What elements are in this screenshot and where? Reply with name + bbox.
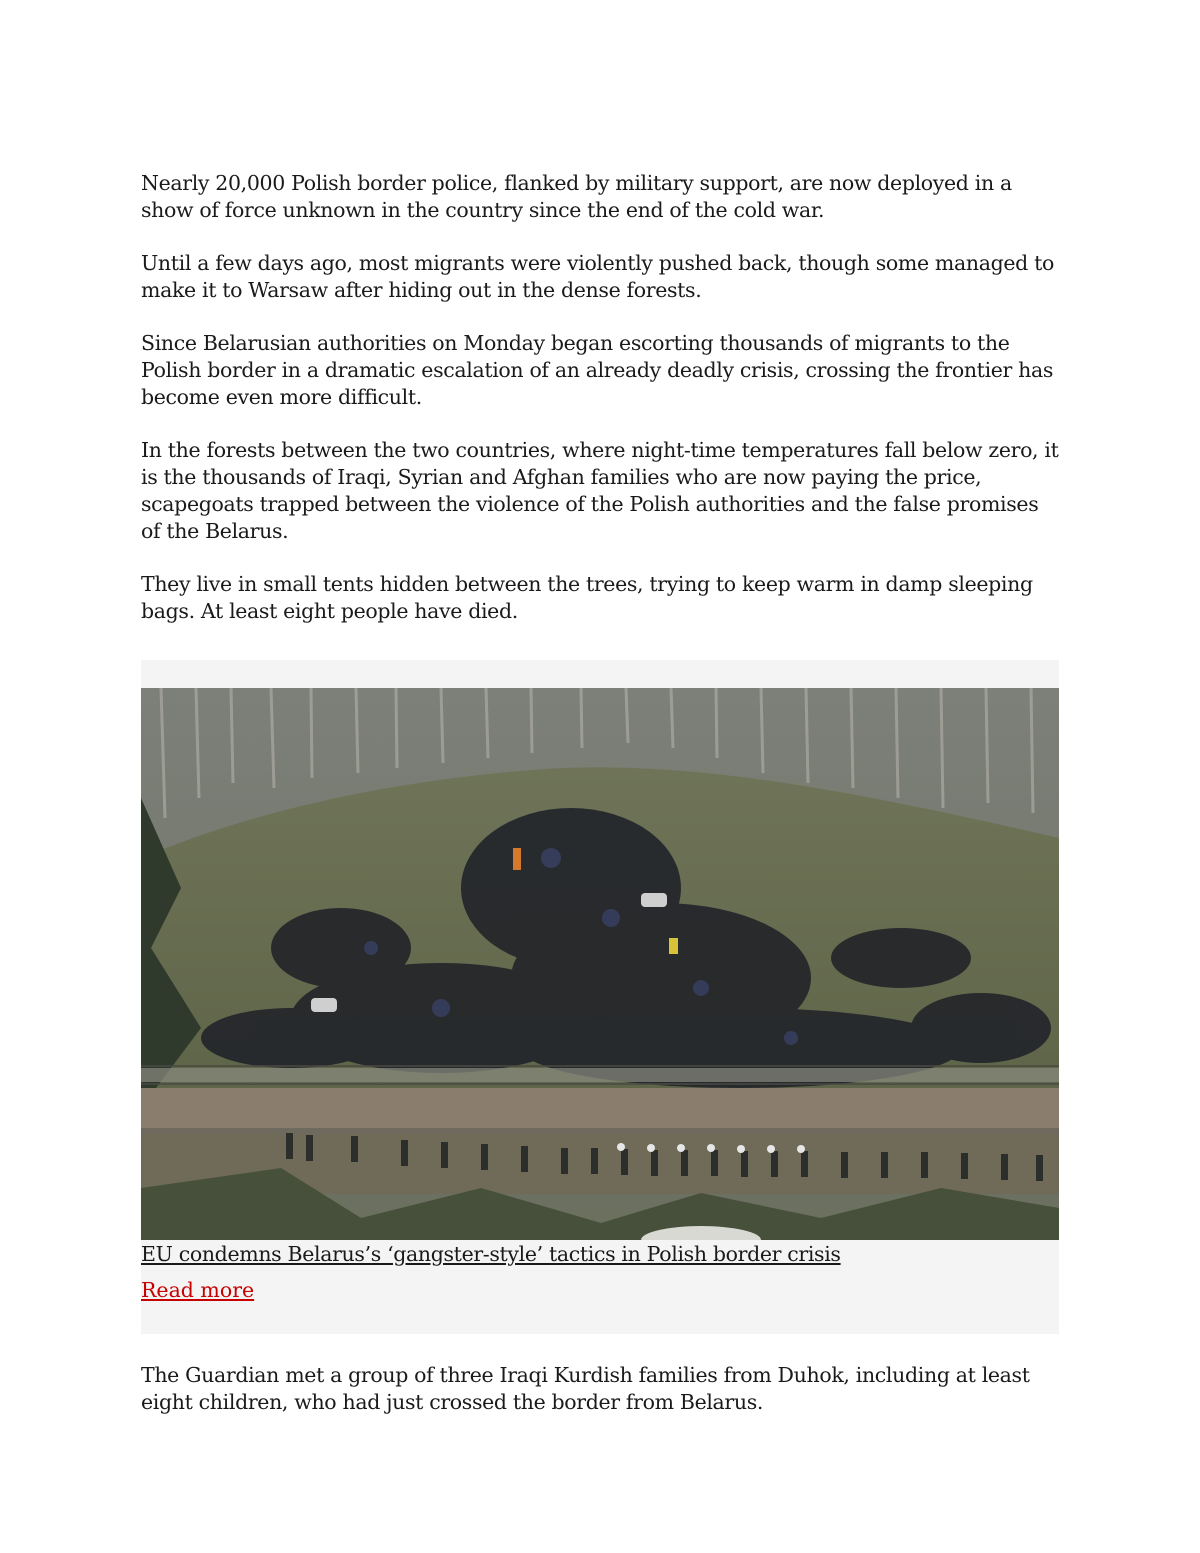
related-story-card[interactable] [141,660,1059,1334]
related-story-title[interactable]: EU condemns Belarus’s ‘gangster-style’ tactics in Polish border crisis [141,1242,841,1266]
article-paragraph: They live in small tents hidden between the trees, trying to keep warm in damp sleeping bags. At least eight people have died. [141,572,1033,623]
article-paragraph: Until a few days ago, most migrants were violently pushed back, though some managed to make it to Warsaw after hiding out in the dense forests. [141,251,1054,302]
article-paragraph: The Guardian met a group of three Iraqi Kurdish families from Duhok, including at least eight children, who had just crossed the border from Belarus. [141,1363,1030,1414]
article-paragraph: Since Belarusian authorities on Monday began escorting thousands of migrants to the Polish border in a dramatic escalation of an already deadly crisis, crossing the frontier has become even more difficult. [141,331,1054,409]
article-paragraph: Nearly 20,000 Polish border police, flanked by military support, are now deployed in a show of force unknown in the country since the end of the cold war. [141,171,1012,222]
article-paragraph: In the forests between the two countries, where night-time temperatures fall below zero, it is the thousands of Iraqi, Syrian and Afghan families who are now paying the price, scapegoats trapped between the violence of the Polish authorities and the false promises of the Belarus. [141,438,1059,543]
border-crowd-photo [141,688,1059,1240]
read-more-link[interactable]: Read more [141,1278,255,1302]
article-body [141,170,1059,1442]
